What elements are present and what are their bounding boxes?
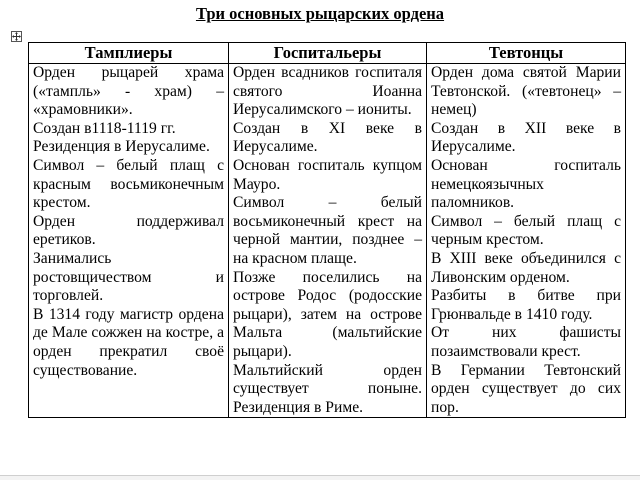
teutons-para-5: В XIII веке объединился с Ливонским орденом.	[431, 249, 621, 286]
teutons-para-2: Создан в XII веке в Иерусалиме.	[431, 119, 621, 156]
cell-templars	[29, 64, 229, 418]
templars-para-2: Создан в1118-1119 гг.	[33, 119, 176, 137]
header-templars: Тамплиеры	[29, 43, 229, 64]
teutons-para-6: Разбиты в битве при Грюнвальде в 1410 году.	[431, 287, 621, 323]
teutons-para-8: В Германии Тевтонский орден существует до сих пор.	[431, 361, 621, 416]
templars-para-3: Резиденция в Иерусалиме.	[33, 138, 210, 156]
move-arrows-icon[interactable]	[11, 31, 22, 42]
hospitallers-para-5: Позже поселились на острове Родос (родосские рыцари), затем на острове Мальта (мальтийские рыцари).	[233, 268, 422, 360]
header-hospitallers: Госпитальеры	[229, 43, 427, 64]
table-header-row	[29, 43, 626, 64]
templars-para-6: Занимались ростовщичеством и торговлей.	[33, 249, 224, 305]
templars-para-4: Символ – белый плащ с красным восьмиконечным крестом.	[33, 156, 224, 212]
teutons-para-7: От них фашисты позаимствовали крест.	[431, 324, 621, 360]
cell-hospitallers	[229, 64, 427, 418]
teutons-para-4: Символ – белый плащ с черным крестом.	[431, 212, 621, 249]
header-teutons: Тевтонцы	[427, 43, 626, 64]
hospitallers-para-2: Создан в XI веке в Иерусалиме.	[233, 119, 422, 156]
table-row	[29, 64, 626, 418]
templars-para-5: Орден поддерживал еретиков.	[33, 212, 224, 249]
window-bottom-edge	[0, 475, 640, 480]
hospitallers-para-4: Символ – белый восьмиконечный крест на черной мантии, позднее – на красном плаще.	[233, 194, 422, 267]
hospitallers-para-3: Основан госпиталь купцом Мауро.	[233, 156, 422, 193]
cell-teutons	[427, 64, 626, 418]
templars-para-1: Орден рыцарей храма («тампль» - храм) – «храмовники».	[33, 64, 224, 119]
templars-para-7: В 1314 году магистр ордена де Мале сожжен на костре, а орден прекратил своё существование.	[33, 305, 224, 379]
hospitallers-para-6: Мальтийский орден существует поныне. Резиденция в Риме.	[233, 361, 422, 416]
page-title: Три основных рыцарских ордена	[195, 4, 445, 23]
orders-table	[28, 42, 626, 418]
teutons-para-1: Орден дома святой Марии Тевтонской. («тевтонец» – немец)	[431, 64, 621, 119]
hospitallers-para-1: Орден всадников госпиталя святого Иоанна Иерусалимского – иониты.	[233, 64, 422, 119]
teutons-para-3: Основан госпиталь немецкоязычных паломников.	[431, 156, 621, 212]
